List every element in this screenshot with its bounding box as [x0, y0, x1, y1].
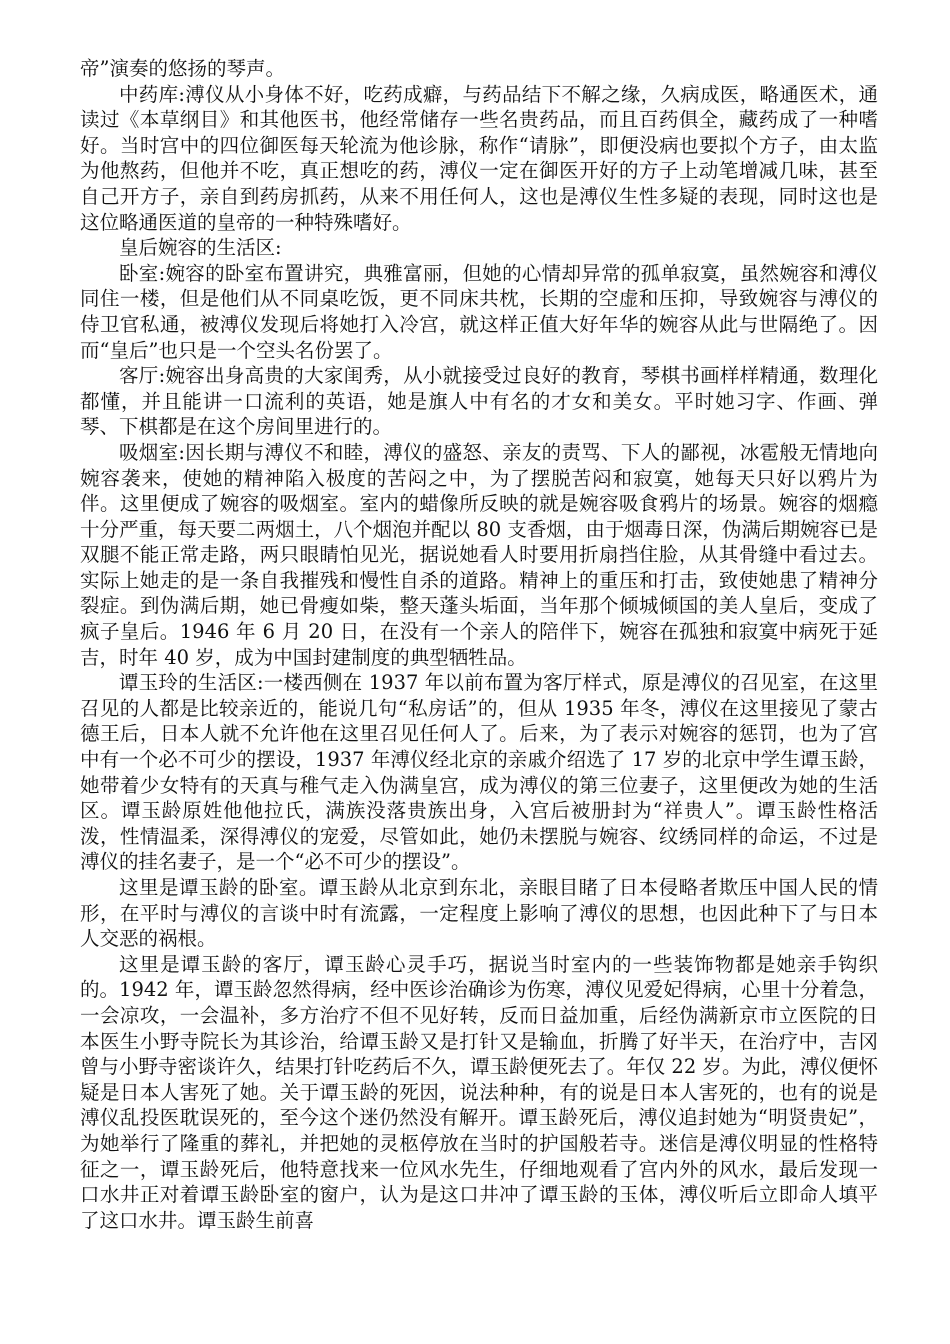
paragraph-tan-yuling-area: 谭玉玲的生活区:一楼西侧在 1937 年以前布置为客厅样式，原是溥仪的召见室，在这里召见的人都是比较亲近的，能说几句“私房话”的，但从 1935 年冬，溥仪在这里接见了蒙古德王后，日本人就不允许他在这里召见任何人了。后来，为了表示对婉容的惩罚，也为了宫中有一个必不可少的摆设，1937 年溥仪经北京的亲戚介绍选了 17 岁的北京中学生谭玉龄，她带着少女特有的天真与稚气走入伪满皇宫，成为溥仪的第三位妻子，这里便改为她的生活区。谭玉龄原姓他他拉氏，满族没落贵族出身，入宫后被册封为“祥贵人”。谭玉龄性格活泼，性情温柔，深得溥仪的宠爱，尽管如此，她仍未摆脱与婉容、纹绣同样的命运，不过是溥仪的挂名妻子，是一个“必不可少的摆设”。 — [80, 671, 878, 874]
document-page — [80, 56, 878, 1233]
paragraph-bedroom: 卧室:婉容的卧室布置讲究，典雅富丽，但她的心情却异常的孤单寂寞，虽然婉容和溥仪同住一楼，但是他们从不同桌吃饭，更不同床共枕，长期的空虚和压抑，导致婉容与溥仪的侍卫官私通，被溥仪发现后将她打入冷宫，就这样正值大好年华的婉容从此与世隔绝了。因而“皇后”也只是一个空头名份罢了。 — [80, 261, 878, 362]
paragraph-continuation: 帝”演奏的悠扬的琴声。 — [80, 57, 285, 80]
paragraph-medicine-storeroom: 中药库:溥仪从小身体不好，吃药成癖，与药品结下不解之缘，久病成医，略通医术，通读过《本草纲目》和其他医书，他经常储存一些名贵药品，而且百药俱全，藏药成了一种嗜好。当时宫中的四位御医每天轮流为他诊脉，称作“请脉”，即便没病也要拟个方子，由太监为他熬药，但他并不吃，真正想吃的药，溥仪一定在御医开好的方子上动笔增减几味，甚至自己开方子，亲自到药房抓药，从来不用任何人，这也是溥仪生性多疑的表现，同时这也是这位略通医道的皇帝的一种特殊嗜好。 — [80, 82, 878, 234]
paragraph-tan-yuling-bedroom: 这里是谭玉龄的卧室。谭玉龄从北京到东北，亲眼目睹了日本侵略者欺压中国人民的情形，在平时与溥仪的言谈中时有流露，一定程度上影响了溥仪的思想，也因此种下了与日本人交恶的祸根。 — [80, 876, 878, 951]
paragraph-living-room: 客厅:婉容出身高贵的大家闺秀，从小就接受过良好的教育，琴棋书画样样精通，数理化都懂，并且能讲一口流利的英语，她是旗人中有名的才女和美女。平时她习字、作画、弹琴、下棋都是在这个房间里进行的。 — [80, 364, 878, 439]
paragraph-smoking-room: 吸烟室:因长期与溥仪不和睦，溥仪的盛怒、亲友的责骂、下人的鄙视，冰雹般无情地向婉容袭来，使她的精神陷入极度的苦闷之中，为了摆脱苦闷和寂寞，她每天只好以鸦片为伴。这里便成了婉容的吸烟室。室内的蜡像所反映的就是婉容吸食鸦片的场景。婉容的烟瘾十分严重，每天要二两烟土，八个烟泡并配以 80 支香烟，由于烟毒日深，伪满后期婉容已是双腿不能正常走路，两只眼睛怕见光，据说她看人时要用折扇挡住脸，从其骨缝中看过去。实际上她走的是一条自我摧残和慢性自杀的道路。精神上的重压和打击，致使她患了精神分裂症。到伪满后期，她已骨瘦如柴，整天蓬头垢面，当年那个倾城倾国的美人皇后，变成了疯子皇后。1946 年 6 月 20 日，在没有一个亲人的陪伴下，婉容在孤独和寂寞中病死于延吉，时年 40 岁，成为中国封建制度的典型牺牲品。 — [80, 440, 878, 669]
paragraph-tan-yuling-living-room: 这里是谭玉龄的客厅，谭玉龄心灵手巧，据说当时室内的一些装饰物都是她亲手钩织的。1942 年，谭玉龄忽然得病，经中医诊治确诊为伤寒，溥仪见爱妃得病，心里十分着急，一会凉攻，一会温补，多方治疗不但不见好转，反而日益加重，后经伪满新京市立医院的日本医生小野寺院长为其诊治，给谭玉龄又是打针又是输血，折腾了好半天，在治疗中，吉冈曾与小野寺密谈许久，结果打针吃药后不久，谭玉龄便死去了。年仅 22 岁。为此，溥仪便怀疑是日本人害死了她。关于谭玉龄的死因，说法种种，有的说是日本人害死的，也有的说是溥仪乱投医耽误死的，至今这个迷仍然没有解开。谭玉龄死后，溥仪追封她为“明贤贵妃”，为她举行了隆重的葬礼，并把她的灵柩停放在当时的护国般若寺。迷信是溥仪明显的性格特征之一，谭玉龄死后，他特意找来一位风水先生，仔细地观看了宫内外的风水，最后发现一口水井正对着谭玉龄卧室的窗户，认为是这口井冲了谭玉龄的玉体，溥仪听后立即命人填平了这口水井。谭玉龄生前喜 — [80, 952, 878, 1232]
section-heading-empress-wanrong: 皇后婉容的生活区: — [119, 236, 282, 260]
